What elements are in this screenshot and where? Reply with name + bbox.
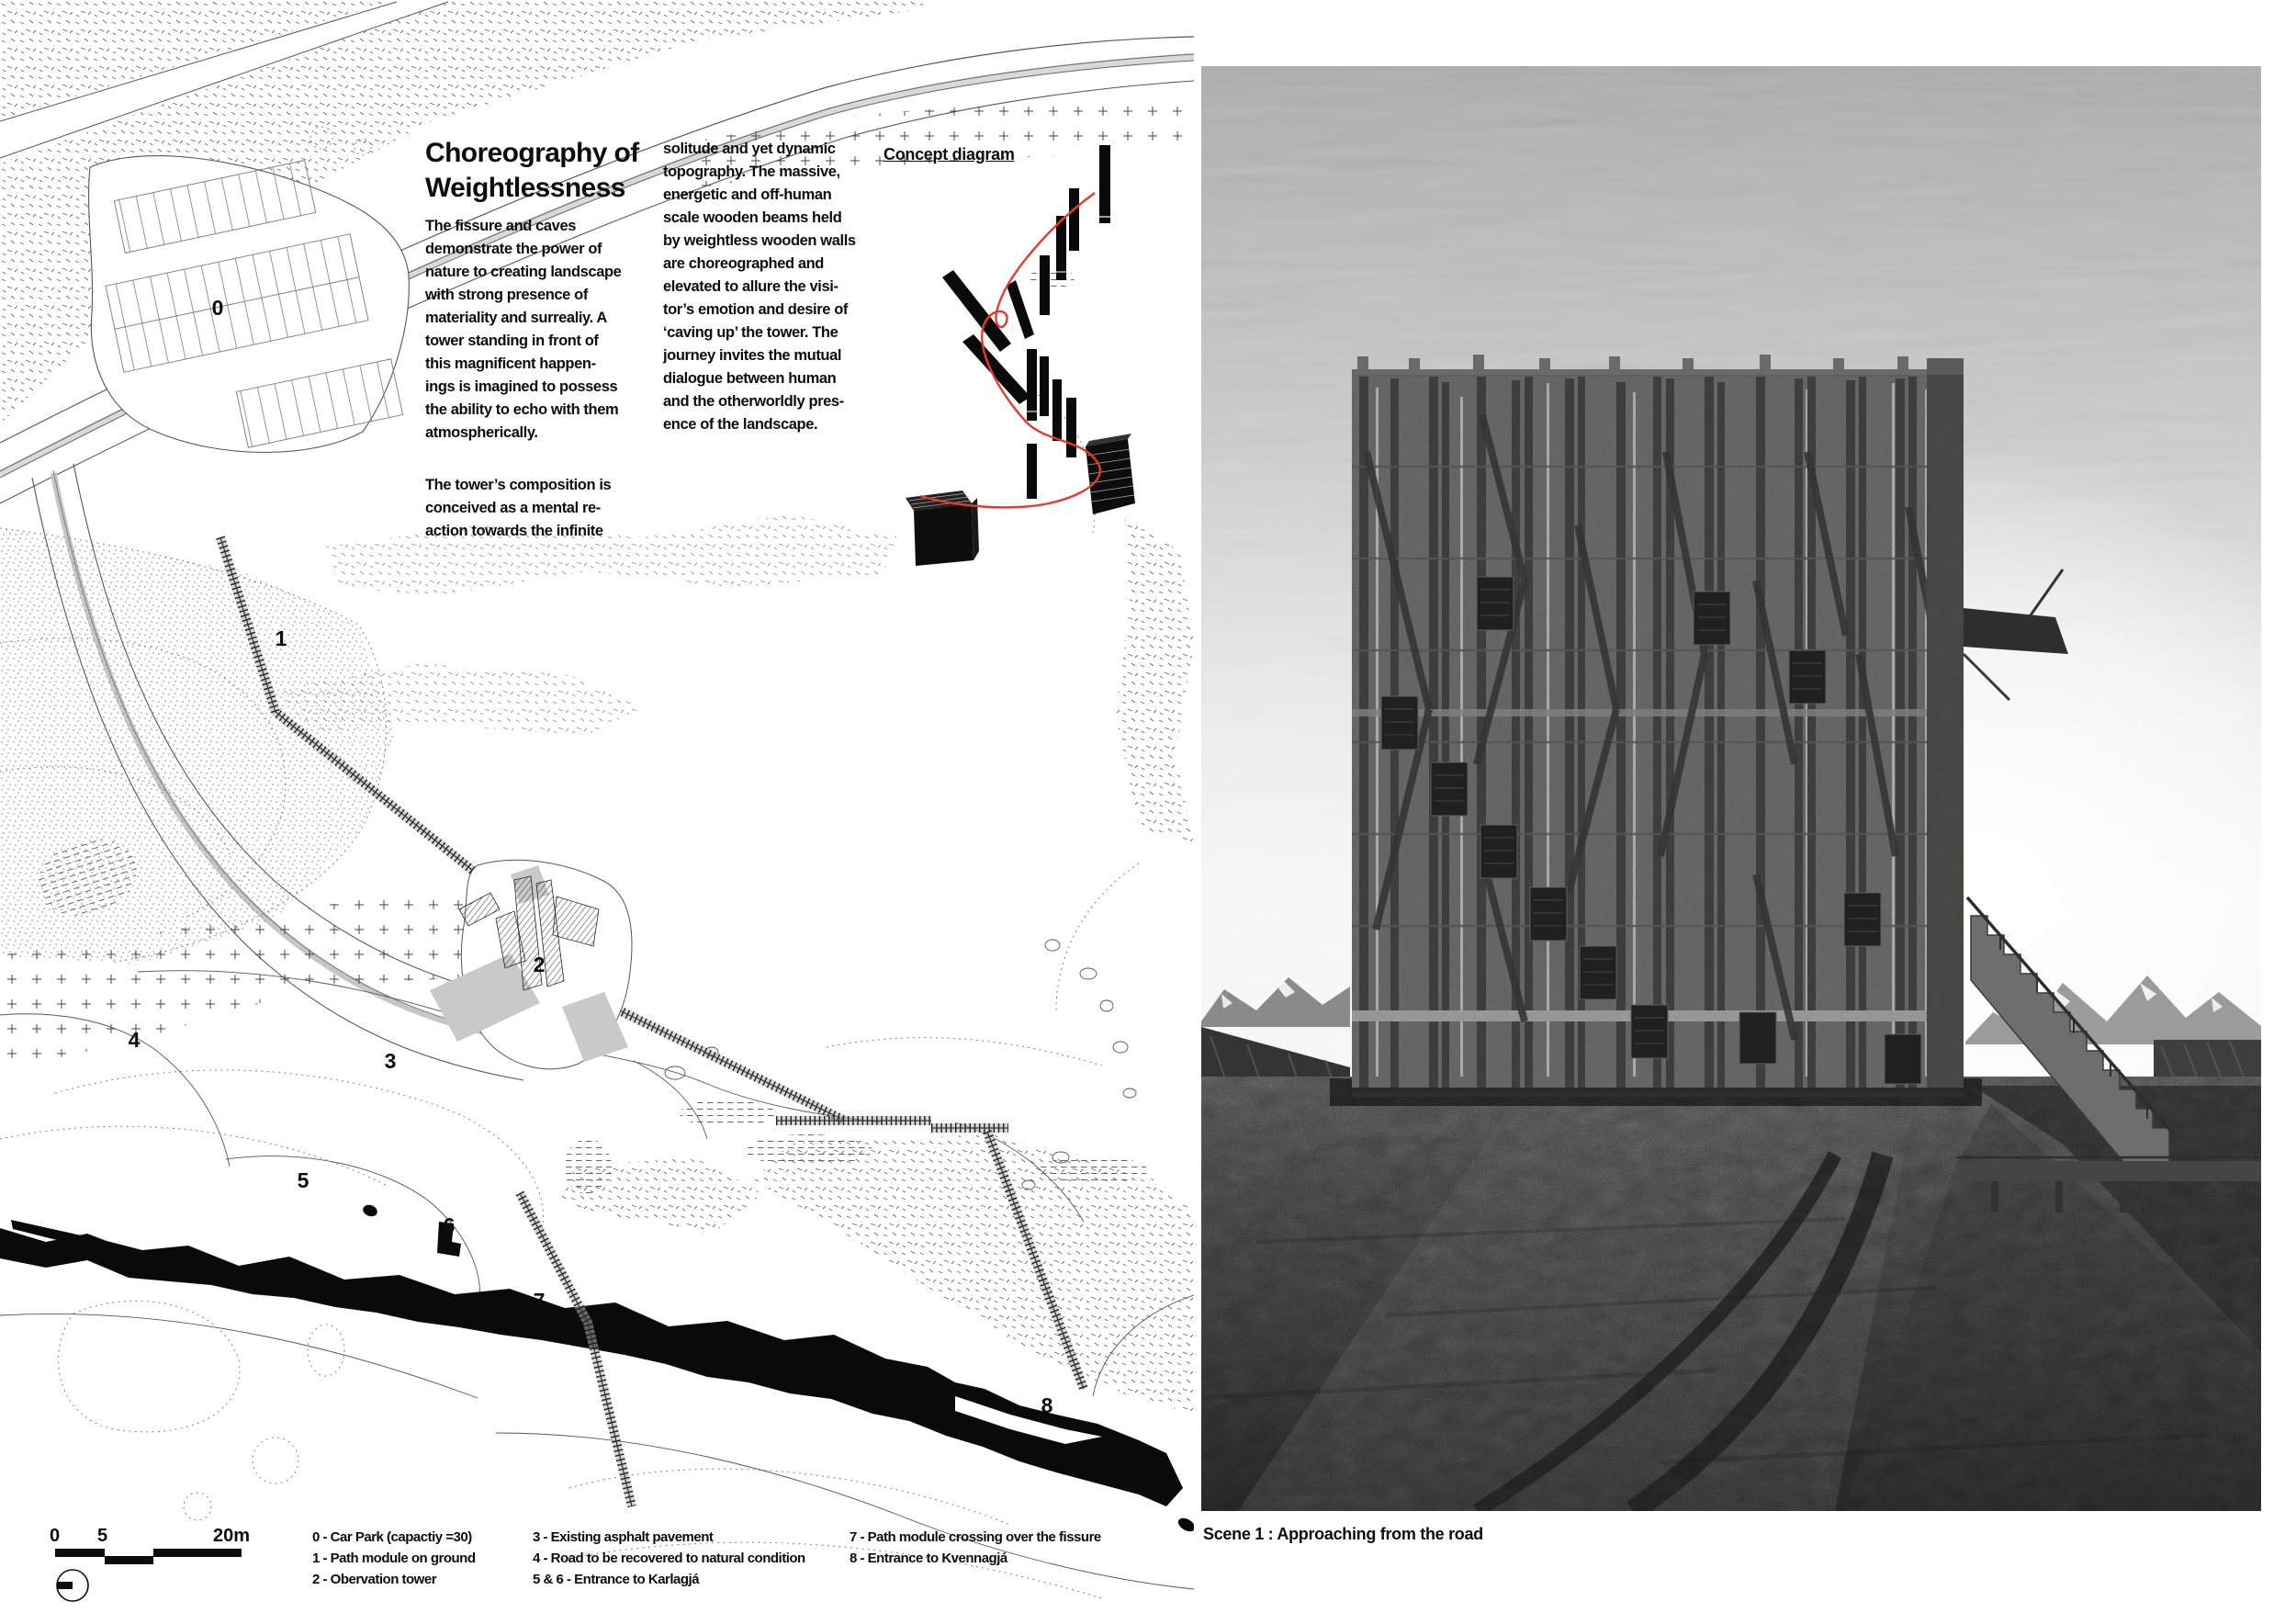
legend-column-1: 0 - Car Park (capactiy =30) 1 - Path module on ground 2 - Obervation tower	[312, 1529, 476, 1587]
north-arrow	[57, 1570, 88, 1601]
svg-text:7: 7	[533, 1289, 546, 1313]
intro-paragraph: The fissure and caves demonstrate the power of nature to creating landscape with strong presence of materiality and surrealiy. A tower standing in front of this magnificent happen- ings is imagined to possess the ability to echo with them atmospherically.	[425, 218, 622, 441]
legend-column-2: 3 - Existing asphalt pavement 4 - Road to be recovered to natural condition 5 & 6 - Entrance to Karlagjá	[533, 1529, 805, 1587]
svg-text:0: 0	[211, 296, 224, 320]
svg-text:4: 4	[128, 1028, 141, 1052]
svg-text:5: 5	[297, 1168, 310, 1192]
observation-tower-render	[1352, 355, 2068, 1097]
composition-paragraph: The tower’s composition is conceived as a mental re- action towards the infinite	[425, 477, 612, 539]
page-title: Choreography of Weightlessness	[425, 138, 639, 203]
scale-bar	[50, 1526, 250, 1564]
svg-text:1: 1	[275, 626, 287, 650]
path-module-horizontal	[776, 1121, 1008, 1128]
svg-text:5: 5	[97, 1526, 108, 1546]
concept-diagram-heading: Concept diagram	[884, 145, 1015, 164]
svg-text:3: 3	[384, 1049, 397, 1073]
svg-text:6: 6	[443, 1213, 456, 1237]
svg-text:20m: 20m	[213, 1526, 251, 1546]
svg-text:2: 2	[533, 953, 546, 976]
scene-caption: Scene 1 : Approaching from the road	[1203, 1525, 1483, 1543]
entrance-box	[1086, 434, 1135, 514]
svg-text:0: 0	[50, 1526, 61, 1546]
concept-diagram	[906, 145, 1135, 566]
car-park	[89, 156, 410, 453]
legend-column-3: 7 - Path module crossing over the fissure 8 - Entrance to Kvennagjá	[850, 1529, 1101, 1566]
ground-field	[1201, 1077, 2261, 1511]
svg-text:8: 8	[1041, 1393, 1053, 1417]
column2-paragraph: solitude and yet dynamic topography. The massive, energetic and off-human scale wooden beams held by weightless wooden walls are choreographed and elevated to allure the visi- tor’s emotion and desire of ‘caving up’ the tower. The journey invites the mutual dialogue between human and the otherworldly pres- ence of the landscape.	[663, 141, 856, 433]
lava-fields	[560, 519, 1194, 1415]
render-scene-1	[1201, 66, 2261, 1511]
walkway-deck	[1956, 1161, 2261, 1181]
